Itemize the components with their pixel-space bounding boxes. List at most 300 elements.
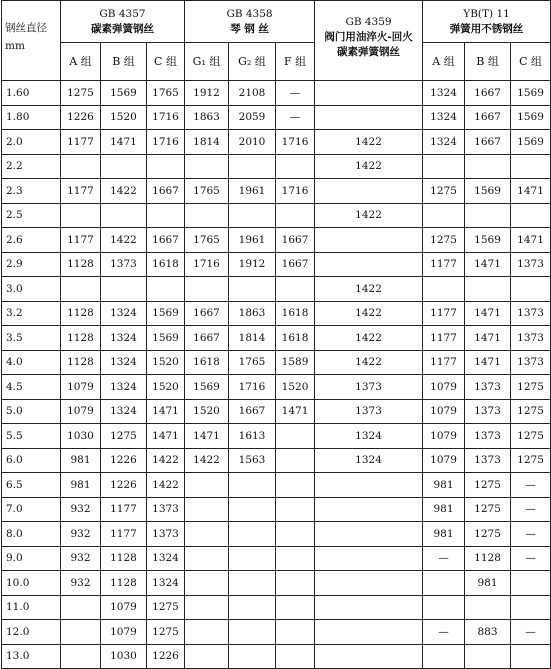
group-standard: YB(T) 11 xyxy=(463,7,510,20)
strength-cell xyxy=(511,203,551,228)
strength-cell xyxy=(61,595,101,620)
strength-cell: 1373 xyxy=(465,448,511,473)
table-body xyxy=(2,81,551,669)
strength-cell xyxy=(229,595,276,620)
strength-cell xyxy=(276,448,315,473)
strength-cell: 1569 xyxy=(511,130,551,155)
strength-cell xyxy=(61,620,101,645)
strength-cell: — xyxy=(276,105,315,130)
strength-cell xyxy=(276,154,315,179)
group-title: 阀门用油淬火-回火 xyxy=(324,31,413,43)
strength-cell: 1569 xyxy=(147,301,185,326)
strength-cell: 1226 xyxy=(101,473,147,498)
group-title: 琴 钢 丝 xyxy=(230,22,269,35)
strength-cell: 1569 xyxy=(147,326,185,351)
strength-cell xyxy=(511,277,551,302)
strength-cell: 1520 xyxy=(101,105,147,130)
group-title: 碳素弹簧钢丝 xyxy=(91,22,154,35)
strength-cell xyxy=(185,203,229,228)
strength-cell: 1177 xyxy=(61,228,101,253)
strength-cell: 1471 xyxy=(465,350,511,375)
strength-cell xyxy=(315,228,423,253)
strength-cell xyxy=(276,473,315,498)
strength-cell: 1471 xyxy=(465,252,511,277)
strength-cell: 1324 xyxy=(147,571,185,596)
group-header-gb4358 xyxy=(185,1,315,43)
strength-cell: — xyxy=(423,546,465,571)
table-row xyxy=(2,595,551,620)
subheader-cell: B 组 xyxy=(465,43,511,81)
diameter-cell: 3.2 xyxy=(2,301,61,326)
strength-cell: 1128 xyxy=(61,252,101,277)
strength-cell: 1569 xyxy=(511,81,551,106)
strength-cell: 1422 xyxy=(315,130,423,155)
strength-cell xyxy=(229,473,276,498)
strength-cell: 1079 xyxy=(101,620,147,645)
strength-cell xyxy=(276,546,315,571)
strength-cell: 1030 xyxy=(61,424,101,449)
strength-cell xyxy=(147,203,185,228)
strength-cell xyxy=(315,571,423,596)
diameter-cell: 6.0 xyxy=(2,448,61,473)
strength-cell: 1716 xyxy=(276,130,315,155)
table-row xyxy=(2,644,551,669)
strength-cell: 1520 xyxy=(147,375,185,400)
strength-cell: 1030 xyxy=(101,644,147,669)
strength-cell: 1765 xyxy=(185,179,229,204)
strength-cell xyxy=(185,620,229,645)
strength-cell: 1177 xyxy=(423,301,465,326)
strength-cell: 981 xyxy=(61,448,101,473)
strength-cell: 1324 xyxy=(315,448,423,473)
strength-cell: 1275 xyxy=(423,228,465,253)
strength-cell: 1471 xyxy=(147,399,185,424)
strength-cell: 1422 xyxy=(315,277,423,302)
strength-cell xyxy=(315,620,423,645)
strength-cell: 1324 xyxy=(101,301,147,326)
strength-cell: 1324 xyxy=(147,546,185,571)
strength-cell: 1716 xyxy=(147,105,185,130)
strength-cell: 1128 xyxy=(61,301,101,326)
strength-cell xyxy=(276,644,315,669)
strength-cell: 1275 xyxy=(423,179,465,204)
strength-cell: 1373 xyxy=(147,497,185,522)
diameter-cell: 4.0 xyxy=(2,350,61,375)
strength-cell xyxy=(511,595,551,620)
strength-cell: 1961 xyxy=(229,228,276,253)
strength-cell xyxy=(61,203,101,228)
strength-cell: 1716 xyxy=(185,252,229,277)
strength-cell xyxy=(229,546,276,571)
strength-cell: 1177 xyxy=(101,522,147,547)
table-row xyxy=(2,228,551,253)
strength-cell: 1324 xyxy=(423,105,465,130)
strength-cell: 1275 xyxy=(511,375,551,400)
strength-cell: 981 xyxy=(423,473,465,498)
strength-cell: 1863 xyxy=(185,105,229,130)
diameter-cell: 1.80 xyxy=(2,105,61,130)
strength-cell: 1471 xyxy=(465,301,511,326)
diameter-cell: 1.60 xyxy=(2,81,61,106)
strength-cell: 1471 xyxy=(276,399,315,424)
strength-cell: 1128 xyxy=(61,326,101,351)
diameter-cell: 2.3 xyxy=(2,179,61,204)
strength-cell: 1226 xyxy=(101,448,147,473)
strength-cell xyxy=(101,277,147,302)
strength-cell xyxy=(465,595,511,620)
diameter-cell: 13.0 xyxy=(2,644,61,669)
strength-cell: 1079 xyxy=(61,375,101,400)
strength-cell: 1324 xyxy=(101,350,147,375)
strength-cell: 1373 xyxy=(465,375,511,400)
group-header-gb4359 xyxy=(315,1,423,81)
strength-cell xyxy=(229,522,276,547)
strength-cell: 1618 xyxy=(147,252,185,277)
strength-cell: 1613 xyxy=(229,424,276,449)
table-row xyxy=(2,522,551,547)
strength-cell: 1324 xyxy=(101,375,147,400)
strength-cell xyxy=(229,644,276,669)
diameter-cell: 5.0 xyxy=(2,399,61,424)
strength-cell: — xyxy=(511,497,551,522)
strength-cell: 1667 xyxy=(276,252,315,277)
strength-cell: 1471 xyxy=(511,179,551,204)
strength-cell xyxy=(315,81,423,106)
strength-cell xyxy=(229,154,276,179)
strength-cell: 1275 xyxy=(465,497,511,522)
strength-cell: 1177 xyxy=(101,497,147,522)
diameter-cell: 2.0 xyxy=(2,130,61,155)
strength-cell: — xyxy=(511,620,551,645)
strength-cell: 1471 xyxy=(185,424,229,449)
strength-cell xyxy=(61,277,101,302)
table-row xyxy=(2,546,551,571)
strength-cell xyxy=(315,252,423,277)
strength-cell: 1569 xyxy=(101,81,147,106)
strength-cell xyxy=(423,595,465,620)
strength-cell: — xyxy=(511,522,551,547)
strength-cell: 1716 xyxy=(276,179,315,204)
strength-cell: 1716 xyxy=(147,130,185,155)
strength-cell: 1618 xyxy=(185,350,229,375)
subheader-cell: C 组 xyxy=(147,43,185,81)
strength-cell: 1667 xyxy=(465,130,511,155)
strength-cell: 1422 xyxy=(147,473,185,498)
strength-cell: — xyxy=(276,81,315,106)
diameter-cell: 9.0 xyxy=(2,546,61,571)
strength-cell xyxy=(276,277,315,302)
strength-cell xyxy=(315,644,423,669)
diameter-cell: 2.2 xyxy=(2,154,61,179)
strength-cell: 1520 xyxy=(185,399,229,424)
strength-cell: 1128 xyxy=(61,350,101,375)
strength-cell: 1563 xyxy=(229,448,276,473)
diameter-cell: 12.0 xyxy=(2,620,61,645)
strength-cell: 1079 xyxy=(61,399,101,424)
diameter-cell: 6.5 xyxy=(2,473,61,498)
diameter-cell: 2.6 xyxy=(2,228,61,253)
diameter-cell: 7.0 xyxy=(2,497,61,522)
strength-cell: 1177 xyxy=(61,179,101,204)
strength-cell xyxy=(423,571,465,596)
strength-cell: 1373 xyxy=(147,522,185,547)
strength-cell: 1471 xyxy=(465,326,511,351)
strength-cell xyxy=(276,620,315,645)
strength-cell: 1373 xyxy=(315,375,423,400)
strength-cell: 1422 xyxy=(315,326,423,351)
strength-cell: 1226 xyxy=(61,105,101,130)
strength-cell: 1618 xyxy=(276,301,315,326)
diameter-cell: 5.5 xyxy=(2,424,61,449)
table-row xyxy=(2,277,551,302)
strength-cell: 1373 xyxy=(101,252,147,277)
strength-cell: 1716 xyxy=(229,375,276,400)
strength-cell: 1814 xyxy=(229,326,276,351)
group-header-yb11 xyxy=(423,1,551,43)
subheader-cell: G₂ 组 xyxy=(229,43,276,81)
table-row xyxy=(2,154,551,179)
strength-cell: 1373 xyxy=(465,399,511,424)
strength-cell: 1589 xyxy=(276,350,315,375)
strength-cell: 1569 xyxy=(465,228,511,253)
strength-cell xyxy=(511,154,551,179)
strength-cell: 1618 xyxy=(276,326,315,351)
strength-cell: 1667 xyxy=(147,228,185,253)
strength-cell: 1275 xyxy=(147,595,185,620)
strength-cell xyxy=(185,154,229,179)
strength-cell: 1814 xyxy=(185,130,229,155)
table-row xyxy=(2,130,551,155)
strength-cell: — xyxy=(511,473,551,498)
subheader-cell: G₁ 组 xyxy=(185,43,229,81)
diameter-cell: 11.0 xyxy=(2,595,61,620)
strength-cell: 1422 xyxy=(315,301,423,326)
strength-cell xyxy=(423,154,465,179)
strength-cell: 1422 xyxy=(101,228,147,253)
table-row xyxy=(2,375,551,400)
strength-cell xyxy=(229,277,276,302)
strength-cell: 1177 xyxy=(61,130,101,155)
table-row xyxy=(2,81,551,106)
strength-cell: 1177 xyxy=(423,326,465,351)
strength-cell: 1373 xyxy=(315,399,423,424)
table-row xyxy=(2,105,551,130)
strength-cell: 1324 xyxy=(315,424,423,449)
diameter-cell: 2.9 xyxy=(2,252,61,277)
strength-cell: 883 xyxy=(465,620,511,645)
strength-cell xyxy=(423,644,465,669)
diameter-cell: 3.5 xyxy=(2,326,61,351)
strength-cell xyxy=(315,595,423,620)
strength-cell: 1177 xyxy=(423,252,465,277)
strength-cell: 1569 xyxy=(511,105,551,130)
strength-cell: 981 xyxy=(465,571,511,596)
strength-cell: 1373 xyxy=(511,301,551,326)
strength-cell: 1373 xyxy=(511,350,551,375)
strength-cell: 1275 xyxy=(61,81,101,106)
table-row xyxy=(2,399,551,424)
group-standard: GB 4359 xyxy=(345,16,392,28)
strength-cell: 1422 xyxy=(315,154,423,179)
strength-cell: 1765 xyxy=(185,228,229,253)
diameter-label: 钢丝直径 xyxy=(5,22,47,34)
strength-cell: 1422 xyxy=(315,203,423,228)
strength-cell: 1373 xyxy=(465,424,511,449)
subheader-cell: A 组 xyxy=(61,43,101,81)
strength-cell: 932 xyxy=(61,546,101,571)
strength-cell xyxy=(185,546,229,571)
group-standard: GB 4358 xyxy=(226,7,273,20)
strength-cell xyxy=(276,424,315,449)
group-standard: GB 4357 xyxy=(99,7,146,20)
strength-cell: 1667 xyxy=(185,326,229,351)
strength-cell: — xyxy=(511,546,551,571)
strength-cell: 932 xyxy=(61,522,101,547)
spring-wire-strength-table xyxy=(1,0,551,669)
table-row xyxy=(2,497,551,522)
strength-cell: 1128 xyxy=(101,546,147,571)
strength-cell xyxy=(101,154,147,179)
subheader-cell: C 组 xyxy=(511,43,551,81)
strength-cell: 2010 xyxy=(229,130,276,155)
strength-cell: 1324 xyxy=(423,81,465,106)
diameter-cell: 4.5 xyxy=(2,375,61,400)
strength-cell: 1373 xyxy=(511,326,551,351)
table-row xyxy=(2,252,551,277)
strength-cell: 1275 xyxy=(511,448,551,473)
strength-cell: 1275 xyxy=(465,522,511,547)
strength-cell: 1667 xyxy=(185,301,229,326)
strength-cell xyxy=(465,203,511,228)
strength-cell xyxy=(511,571,551,596)
strength-cell: 1275 xyxy=(511,424,551,449)
strength-cell: 1471 xyxy=(101,130,147,155)
diameter-header xyxy=(2,1,61,81)
strength-cell: 1667 xyxy=(229,399,276,424)
strength-cell xyxy=(465,644,511,669)
strength-cell xyxy=(315,179,423,204)
strength-cell xyxy=(185,522,229,547)
strength-cell: 981 xyxy=(61,473,101,498)
strength-cell: 1912 xyxy=(185,81,229,106)
strength-cell: 1324 xyxy=(423,130,465,155)
table-row xyxy=(2,326,551,351)
table-row xyxy=(2,203,551,228)
strength-cell xyxy=(465,154,511,179)
strength-cell: 1422 xyxy=(315,350,423,375)
strength-cell: — xyxy=(423,620,465,645)
strength-cell: 2059 xyxy=(229,105,276,130)
strength-cell: 1079 xyxy=(101,595,147,620)
strength-cell: 1422 xyxy=(185,448,229,473)
strength-cell xyxy=(147,277,185,302)
strength-cell xyxy=(229,497,276,522)
strength-cell: 1079 xyxy=(423,448,465,473)
strength-cell: 1667 xyxy=(465,105,511,130)
strength-cell xyxy=(61,644,101,669)
strength-cell: 981 xyxy=(423,497,465,522)
strength-cell xyxy=(229,571,276,596)
strength-cell: 1912 xyxy=(229,252,276,277)
strength-cell: 1667 xyxy=(465,81,511,106)
table-row xyxy=(2,350,551,375)
diameter-cell: 3.0 xyxy=(2,277,61,302)
strength-cell: 1667 xyxy=(147,179,185,204)
strength-cell xyxy=(315,522,423,547)
strength-cell xyxy=(229,620,276,645)
strength-cell xyxy=(423,277,465,302)
strength-cell xyxy=(511,644,551,669)
diameter-cell: 8.0 xyxy=(2,522,61,547)
strength-cell xyxy=(315,497,423,522)
strength-cell: 1324 xyxy=(101,326,147,351)
table-row xyxy=(2,620,551,645)
group-title-line2: 碳素弹簧钢丝 xyxy=(337,46,401,58)
diameter-cell: 2.5 xyxy=(2,203,61,228)
strength-cell: 1373 xyxy=(511,252,551,277)
strength-cell: 1177 xyxy=(423,350,465,375)
strength-cell: 1863 xyxy=(229,301,276,326)
strength-cell xyxy=(61,154,101,179)
subheader-cell: B 组 xyxy=(101,43,147,81)
strength-cell xyxy=(315,105,423,130)
strength-cell: 981 xyxy=(423,522,465,547)
strength-cell: 1520 xyxy=(276,375,315,400)
group-title: 弹簧用不锈钢丝 xyxy=(449,22,524,35)
strength-cell xyxy=(185,595,229,620)
strength-cell xyxy=(185,473,229,498)
strength-cell: 1422 xyxy=(101,179,147,204)
strength-cell: 1422 xyxy=(147,448,185,473)
strength-cell: 1079 xyxy=(423,424,465,449)
strength-cell xyxy=(185,277,229,302)
subheader-cell: A 组 xyxy=(423,43,465,81)
strength-cell: 1520 xyxy=(147,350,185,375)
table-row xyxy=(2,301,551,326)
strength-cell: 1765 xyxy=(147,81,185,106)
strength-cell xyxy=(276,522,315,547)
strength-cell: 932 xyxy=(61,571,101,596)
strength-cell xyxy=(276,571,315,596)
strength-cell: 1961 xyxy=(229,179,276,204)
table-row xyxy=(2,424,551,449)
strength-cell: 1275 xyxy=(101,424,147,449)
strength-cell: 1079 xyxy=(423,399,465,424)
strength-cell: 1128 xyxy=(465,546,511,571)
table-row xyxy=(2,571,551,596)
group-header-gb4357 xyxy=(61,1,185,43)
strength-cell: 1324 xyxy=(101,399,147,424)
strength-cell: 1275 xyxy=(147,620,185,645)
strength-cell xyxy=(185,644,229,669)
table-row xyxy=(2,179,551,204)
table-row xyxy=(2,448,551,473)
strength-cell xyxy=(147,154,185,179)
strength-cell: 1569 xyxy=(185,375,229,400)
strength-cell: 1569 xyxy=(465,179,511,204)
strength-cell: 1275 xyxy=(465,473,511,498)
strength-cell: 1275 xyxy=(511,399,551,424)
strength-cell: 1128 xyxy=(101,571,147,596)
strength-cell: 1471 xyxy=(147,424,185,449)
strength-cell xyxy=(276,497,315,522)
strength-cell xyxy=(185,497,229,522)
diameter-unit: mm xyxy=(5,40,25,52)
strength-cell: 1667 xyxy=(276,228,315,253)
strength-cell xyxy=(276,203,315,228)
strength-cell xyxy=(315,546,423,571)
strength-cell: 1226 xyxy=(147,644,185,669)
